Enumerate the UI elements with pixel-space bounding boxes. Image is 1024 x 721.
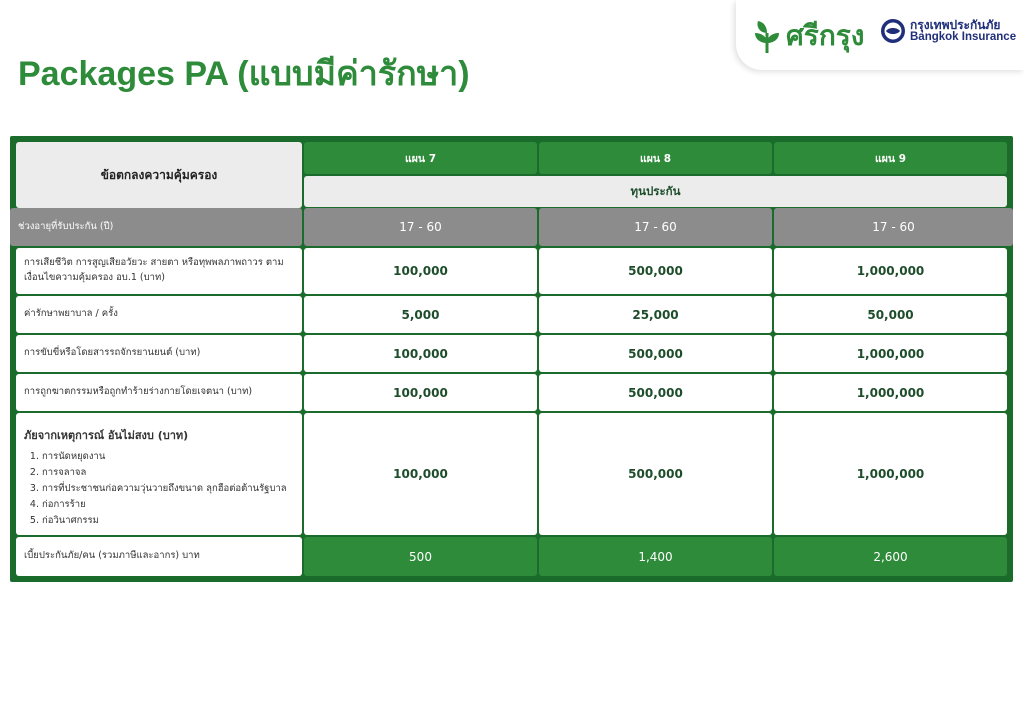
value-cell: 500,000 — [539, 248, 772, 294]
sprout-icon — [754, 19, 780, 53]
list-item: 5. ก่อวินาศกรรม — [42, 513, 287, 529]
bangkok-insurance-logo — [880, 18, 1016, 44]
value-cell: 100,000 — [304, 413, 537, 535]
value-cell: 1,000,000 — [774, 374, 1007, 411]
value-cell: 17 - 60 — [539, 208, 772, 246]
list-item: 3. การที่ประชาชนก่อความวุ่นวายถึงขนาด ลุกฮือต่อต้านรัฐบาล — [42, 481, 287, 497]
corner-label: ข้อตกลงความคุ้มครอง — [16, 142, 302, 208]
row-label: ช่วงอายุที่รับประกัน (ปี) — [10, 208, 302, 246]
coverage-table — [10, 136, 1013, 582]
row-label: ค่ารักษาพยาบาล / ครั้ง — [16, 296, 302, 333]
sum-insured-header: ทุนประกัน — [304, 176, 1007, 207]
row-label: การถูกฆาตกรรมหรือถูกทำร้ายร่างกายโดยเจตนา (บาท) — [16, 374, 302, 411]
value-cell: 500,000 — [539, 335, 772, 372]
row-label: การขับขี่หรือโดยสารรถจักรยานยนต์ (บาท) — [16, 335, 302, 372]
premium-cell: 1,400 — [539, 537, 772, 576]
srikrung-wordmark: ศรีกรุง — [786, 19, 865, 52]
list-item: 2. การจลาจล — [42, 465, 287, 481]
value-cell: 17 - 60 — [304, 208, 537, 246]
unrest-list — [24, 449, 287, 529]
list-item: 4. ก่อการร้าย — [42, 497, 287, 513]
bki-thai-name: กรุงเทพประกันภัย — [910, 17, 1001, 32]
brand-logo-panel — [736, 0, 1024, 70]
value-cell: 17 - 60 — [774, 208, 1013, 246]
unrest-label-block — [16, 413, 302, 535]
value-cell: 1,000,000 — [774, 335, 1007, 372]
value-cell: 500,000 — [539, 374, 772, 411]
plan-header: แผน 8 — [539, 142, 772, 174]
row-label: การเสียชีวิต การสูญเสียอวัยวะ สายตา หรือทุพพลภาพถาวร ตามเงื่อนไขความคุ้มครอง อบ.1 (บาท) — [16, 248, 302, 294]
value-cell: 25,000 — [539, 296, 772, 333]
bki-english-name: Bangkok Insurance — [910, 31, 1017, 44]
value-cell: 500,000 — [539, 413, 772, 535]
value-cell: 100,000 — [304, 248, 537, 294]
unrest-title: ภัยจากเหตุการณ์ อันไม่สงบ (บาท) — [24, 429, 189, 442]
value-cell: 50,000 — [774, 296, 1007, 333]
value-cell: 1,000,000 — [774, 248, 1007, 294]
value-cell: 100,000 — [304, 335, 537, 372]
list-item: 1. การนัดหยุดงาน — [42, 449, 287, 465]
plan-header: แผน 7 — [304, 142, 537, 174]
value-cell: 100,000 — [304, 374, 537, 411]
premium-cell: 500 — [304, 537, 537, 576]
plan-header: แผน 9 — [774, 142, 1007, 174]
page-title: Packages PA (แบบมีค่ารักษา) — [18, 55, 470, 93]
premium-cell: 2,600 — [774, 537, 1007, 576]
bki-emblem-icon — [880, 18, 906, 44]
value-cell: 5,000 — [304, 296, 537, 333]
premium-label: เบี้ยประกันภัย/คน (รวมภาษีและอากร) บาท — [16, 537, 302, 576]
srikrung-logo — [754, 14, 864, 58]
value-cell: 1,000,000 — [774, 413, 1007, 535]
